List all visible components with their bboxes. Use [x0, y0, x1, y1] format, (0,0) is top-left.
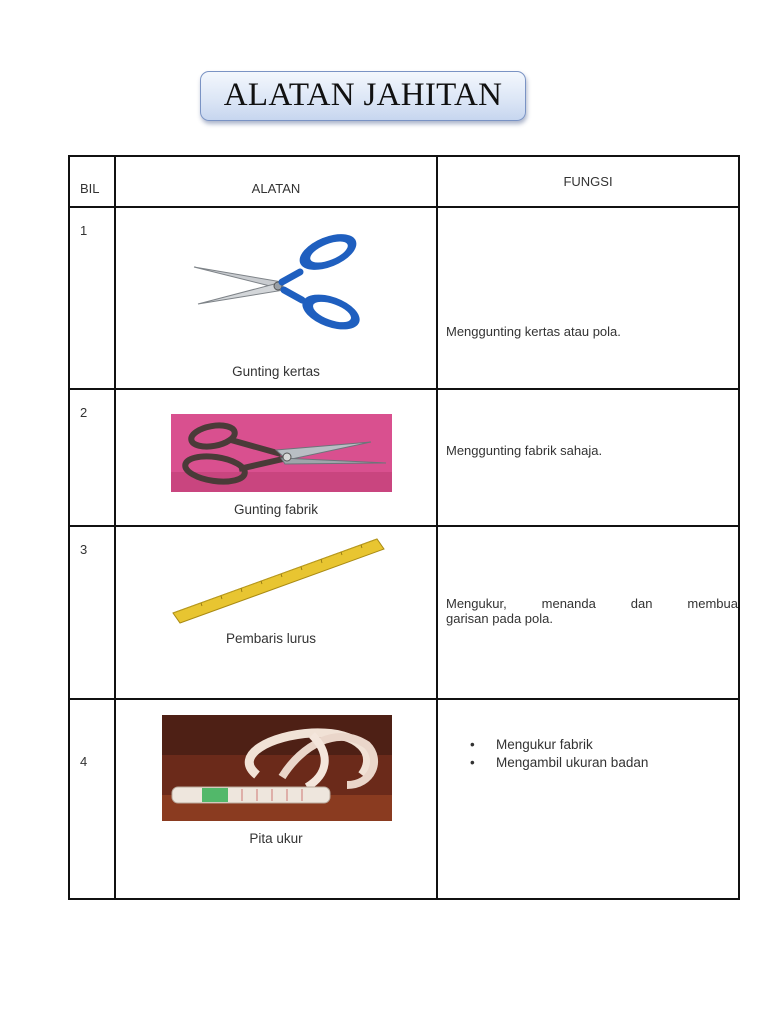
ruler-image — [171, 537, 386, 627]
tool-caption: Gunting kertas — [232, 364, 320, 379]
function-cell — [437, 389, 739, 526]
tool-cell — [115, 699, 437, 899]
bullet-icon: • — [470, 737, 475, 752]
tool-cell — [115, 526, 437, 699]
function-list — [438, 736, 738, 772]
function-text: Menggunting fabrik sahaja. — [446, 443, 603, 458]
table-row — [69, 389, 739, 526]
function-cell — [437, 526, 739, 699]
table-header-row — [69, 156, 739, 207]
tool-caption: Pita ukur — [249, 831, 303, 846]
measuring-tape-image — [162, 715, 392, 821]
fabric-scissors-image — [171, 414, 392, 492]
table-row — [69, 207, 739, 389]
function-text: Menggunting kertas atau pola. — [446, 324, 621, 339]
function-cell — [437, 207, 739, 389]
header-bil: BIL — [69, 156, 115, 207]
list-item: • Mengukur fabrik — [470, 737, 593, 752]
paper-scissors-image — [190, 232, 365, 332]
page-title: ALATAN JAHITAN — [223, 77, 503, 113]
table-row — [69, 526, 739, 699]
tool-caption: Pembaris lurus — [225, 631, 317, 646]
title-box — [200, 71, 526, 121]
tool-cell — [115, 389, 437, 526]
list-item: • Mengambil ukuran badan — [470, 755, 649, 770]
row-number: 2 — [69, 389, 115, 526]
table-row — [69, 699, 739, 899]
header-fungsi: FUNGSI — [437, 156, 739, 207]
function-text: garisan pada pola. — [446, 611, 553, 626]
row-number: 3 — [69, 526, 115, 699]
tool-cell — [115, 207, 437, 389]
row-number: 4 — [69, 699, 115, 899]
tool-caption: Gunting fabrik — [233, 502, 319, 517]
function-cell — [437, 699, 739, 899]
tools-table — [68, 155, 740, 900]
function-text: Mengukur, menanda dan membua — [446, 596, 738, 611]
header-alatan: ALATAN — [115, 156, 437, 207]
row-number: 1 — [69, 207, 115, 389]
bullet-icon: • — [470, 755, 475, 770]
